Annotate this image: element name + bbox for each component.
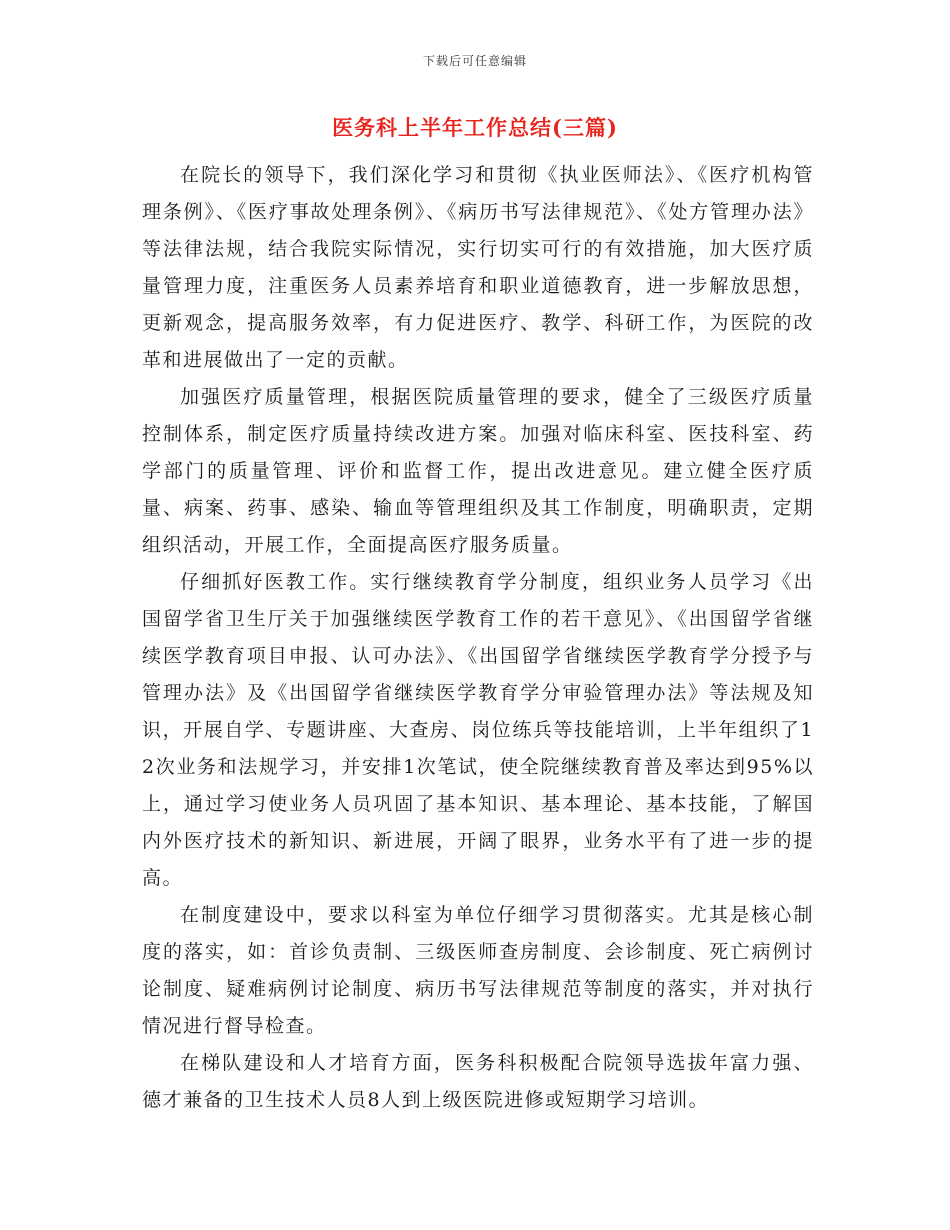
paragraph: 在院长的领导下，我们深化学习和贯彻《执业医师法》、《医疗机构管理条例》、《医疗事故处理条例》、《病历书写法律规范》、《处方管理办法》等法律法规，结合我院实际情况，实行切实可行的有效措施，加大医疗质量管理力度，注重医务人员素养培育和职业道德教育，进一步解放思想，更新观念，提高服务效率，有力促进医疗、教学、科研工作，为医院的改革和进展做出了一定的贡献。 xyxy=(142,164,814,371)
paragraph: 在梯队建设和人才培育方面，医务科积极配合院领导选拔年富力强、德才兼备的卫生技术人员8人到上级医院进修或短期学习培训。 xyxy=(142,1052,814,1111)
paragraph: 仔细抓好医教工作。实行继续教育学分制度，组织业务人员学习《出国留学省卫生厅关于加强继续医学教育工作的若干意见》、《出国留学省继续医学教育项目申报、认可办法》、《出国留学省继续医学教育学分授予与管理办法》及《出国留学省继续医学教育学分审验管理办法》等法规及知识，开展自学、专题讲座、大查房、岗位练兵等技能培训，上半年组织了12次业务和法规学习，并安排1次笔试，使全院继续教育普及率达到95%以上，通过学习使业务人员巩固了基本知识、基本理论、基本技能，了解国内外医疗技术的新知识、新进展，开阔了眼界，业务水平有了进一步的提高。 xyxy=(142,571,814,889)
document-title: 医务科上半年工作总结(三篇) xyxy=(332,115,618,140)
header-note: 下载后可任意编辑 xyxy=(422,54,527,68)
document-body xyxy=(142,157,814,1119)
paragraph: 在制度建设中，要求以科室为单位仔细学习贯彻落实。尤其是核心制度的落实，如：首诊负责制、三级医师查房制度、会诊制度、死亡病例讨论制度、疑难病例讨论制度、病历书写法律规范等制度的落实，并对执行情况进行督导检查。 xyxy=(142,904,814,1037)
paragraph: 加强医疗质量管理，根据医院质量管理的要求，健全了三级医疗质量控制体系，制定医疗质量持续改进方案。加强对临床科室、医技科室、药学部门的质量管理、评价和监督工作，提出改进意见。建立健全医疗质量、病案、药事、感染、输血等管理组织及其工作制度，明确职责，定期组织活动，开展工作，全面提高医疗服务质量。 xyxy=(142,386,814,556)
